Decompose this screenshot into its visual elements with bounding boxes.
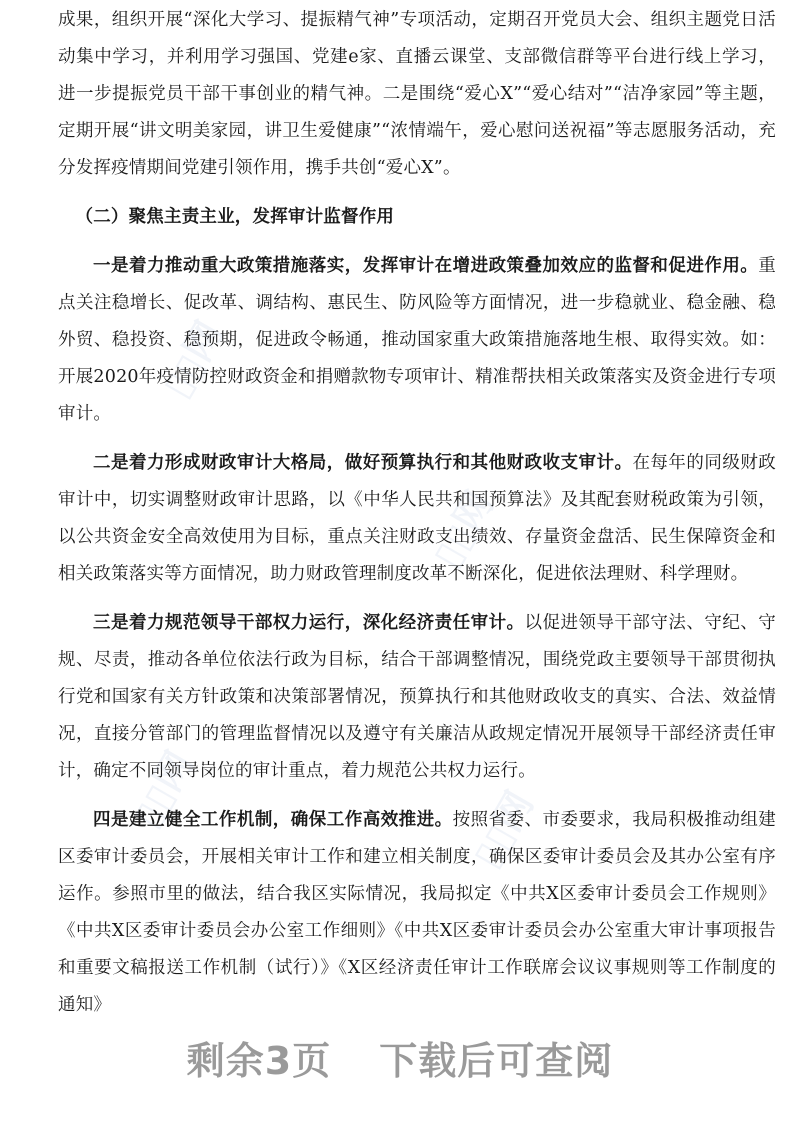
paragraph-item-4 — [58, 802, 776, 1024]
paragraph-lead: 三是着力规范领导干部权力运行，深化经济责任审计。 — [93, 613, 525, 633]
paragraph-body: 按照省委、市委要求，我局积极推动组建区委审计委员会，开展相关审计工作和建立相关制度，确保区委审计委员会及其办公室有序运作。参照市里的做法，结合我区实际情况，我局拟定《中共X区委审计委员会工作规则》《中共X区委审计委员会办公室工作细则》《中共X区委审计委员会办公室重大审计事项报告和重要文稿报送工作机制（试行）》《X区经济责任审计工作联席会议议事规则等工作制度的通知》 — [58, 810, 776, 1015]
watermark: ▯▯网 — [123, 743, 202, 835]
watermark: ▯▯网 — [463, 783, 542, 875]
paragraph-item-2 — [58, 445, 776, 593]
download-to-view-text: 下载后可查阅 — [379, 1039, 614, 1083]
section-heading: （二）聚焦主责主业，发挥审计监督作用 — [75, 207, 395, 227]
paragraph-lead: 二是着力形成财政审计大格局，做好预算执行和其他财政收支审计。 — [93, 453, 633, 473]
paragraph-lead: 四是建立健全工作机制，确保工作高效推进。 — [93, 810, 453, 830]
remaining-pages-text: 剩余3页 — [186, 1039, 332, 1083]
paragraph-lead: 一是着力推动重大政策措施落实，发挥审计在增进政策叠加效应的监督和促进作用。 — [93, 256, 759, 276]
paragraph-body: 以促进领导干部守法、守纪、守规、尽责，推动各单位依法行政为目标，结合干部调整情况，围绕党政主要领导干部贯彻执行党和国家有关方针政策和决策部署情况，预算执行和其他财政收支的真实、合法、效益情况，直接分管部门的管理监督情况以及遵守有关廉洁从政规定情况开展领导干部经济责任审计，确定不同领导岗位的审计重点，着力规范公共权力运行。 — [58, 613, 776, 781]
document-body — [58, 0, 776, 1024]
paragraph-item-3 — [58, 605, 776, 790]
paragraph-item-1 — [58, 248, 776, 433]
watermark: ▯▯网 — [153, 313, 232, 405]
download-prompt-banner[interactable] — [0, 1030, 800, 1085]
paragraph-body: 在每年的同级财政审计中，切实调整财政审计思路，以《中华人民共和国预算法》及其配套财税政策为引领，以公共资金安全高效使用为目标，重点关注财政支出绩效、存量资金盘活、民生保障资金和相关政策落实等方面情况，助力财政管理制度改革不断深化，促进依法理财、科学理财。 — [58, 453, 777, 584]
paragraph-body: 重点关注稳增长、促改革、调结构、惠民生、防风险等方面情况，进一步稳就业、稳金融、稳外贸、稳投资、稳预期，促进政令畅通，推动国家重大政策措施落地生根、取得实效。如：开展2020年疫情防控财政资金和捐赠款物专项审计、精准帮扶相关政策落实及资金进行专项审计。 — [58, 256, 776, 424]
watermark: ▯▯网 — [423, 483, 502, 575]
intro-paragraph: 成果，组织开展“深化大学习、提振精气神”专项活动，定期召开党员大会、组织主题党日活动集中学习，并利用学习强国、党建e家、直播云课堂、支部微信群等平台进行线上学习，进一步提振党员干部干事创业的精气神。二是围绕“爱心X”“爱心结对”“洁净家园”等主题，定期开展“讲文明美家园，讲卫生爱健康”“浓情端午，爱心慰问送祝福”等志愿服务活动，充分发挥疫情期间党建引领作用，携手共创“爱心X”。 — [58, 10, 776, 178]
